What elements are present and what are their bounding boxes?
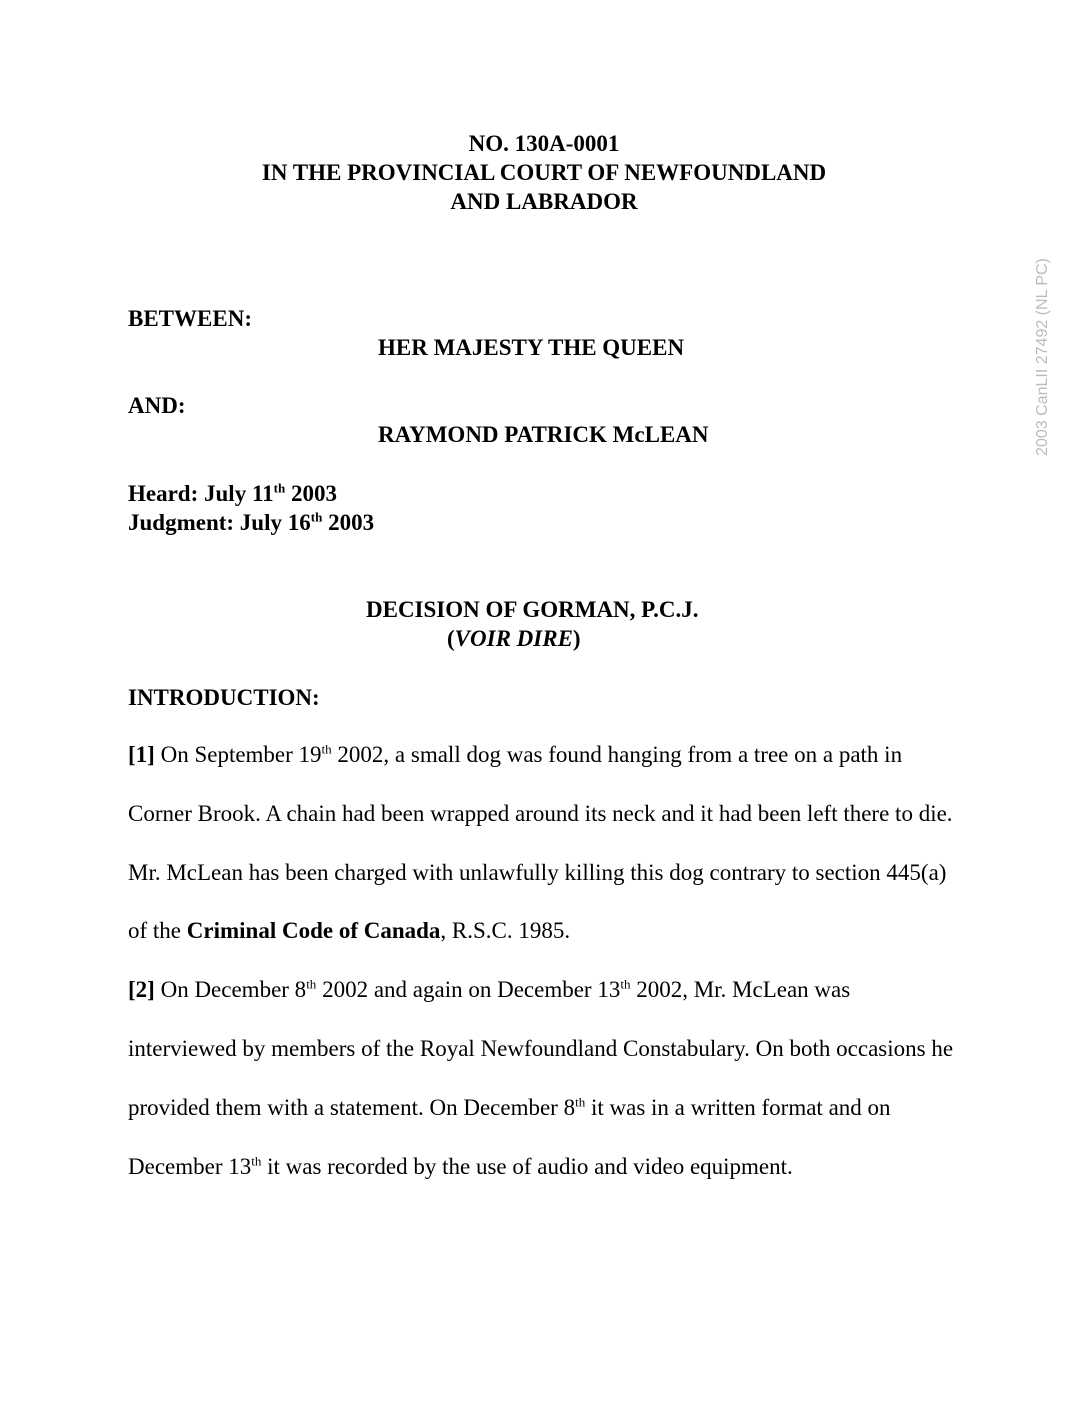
decision-subtitle [447, 625, 581, 653]
court-name-line-2: AND LABRADOR [450, 189, 638, 214]
subtitle-open-paren: ( [447, 626, 455, 651]
heard-date [128, 480, 337, 508]
paragraph-text: On September 19 [154, 742, 322, 767]
ordinal-suffix: th [620, 976, 631, 992]
statute-name: Criminal Code of Canada [186, 918, 441, 944]
decision-title: DECISION OF GORMAN, P.C.J. [366, 597, 699, 622]
between-label: BETWEEN: [128, 306, 252, 331]
judgment-date [128, 509, 374, 537]
court-name-line-1: IN THE PROVINCIAL COURT OF NEWFOUNDLAND [261, 160, 827, 185]
ordinal-suffix: th [251, 1152, 262, 1168]
judgment-label: Judgment: July 16 [128, 510, 311, 535]
paragraph-text: 2002 and again on December 13 [316, 977, 621, 1003]
subtitle-close-paren: ) [572, 626, 581, 651]
heard-label: Heard: July 11 [128, 481, 274, 506]
and-label: AND: [128, 393, 186, 418]
citation-watermark [1029, 246, 1057, 468]
voir-dire-text: VOIR DIRE [454, 626, 573, 651]
body-text [128, 726, 958, 1196]
heard-ordinal: th [273, 480, 286, 496]
paragraph-number: [2] [128, 977, 155, 1003]
paragraph-text: it was in a written format and on December 13 [128, 1094, 891, 1179]
ordinal-suffix: th [575, 1094, 586, 1110]
judgment-ordinal: th [310, 509, 323, 525]
paragraph-text: On December 8 [154, 977, 307, 1003]
paragraph-2 [128, 961, 958, 1196]
plaintiff-name: HER MAJESTY THE QUEEN [378, 335, 685, 360]
case-number: NO. 130A-0001 [468, 131, 620, 156]
paragraph-text: 2002, a small dog was found hanging from a tree on a path in Corner Brook. A chain had been wrapped around its neck and it had been left there to die. Mr. McLean has been charged with unlawfully killing this dog contrary to section 445(a) of the [128, 742, 953, 944]
ordinal-suffix: th [321, 741, 332, 757]
citation-watermark-text: 2003 CanLII 27492 (NL PC) [1034, 258, 1051, 456]
section-heading: INTRODUCTION: [128, 685, 320, 710]
judgment-year: 2003 [322, 510, 375, 535]
paragraph-text: it was recorded by the use of audio and video equipment. [261, 1153, 793, 1179]
ordinal-suffix: th [306, 976, 317, 992]
paragraph-text: , R.S.C. 1985. [440, 918, 571, 944]
defendant-name: RAYMOND PATRICK McLEAN [378, 422, 709, 447]
heard-year: 2003 [285, 481, 337, 506]
paragraph-number: [1] [128, 742, 155, 767]
paragraph-1 [128, 726, 958, 961]
paragraph-text: 2002, Mr. McLean was interviewed by members of the Royal Newfoundland Constabulary. On both occasions he provided them with a statement. On December 8 [128, 977, 954, 1120]
